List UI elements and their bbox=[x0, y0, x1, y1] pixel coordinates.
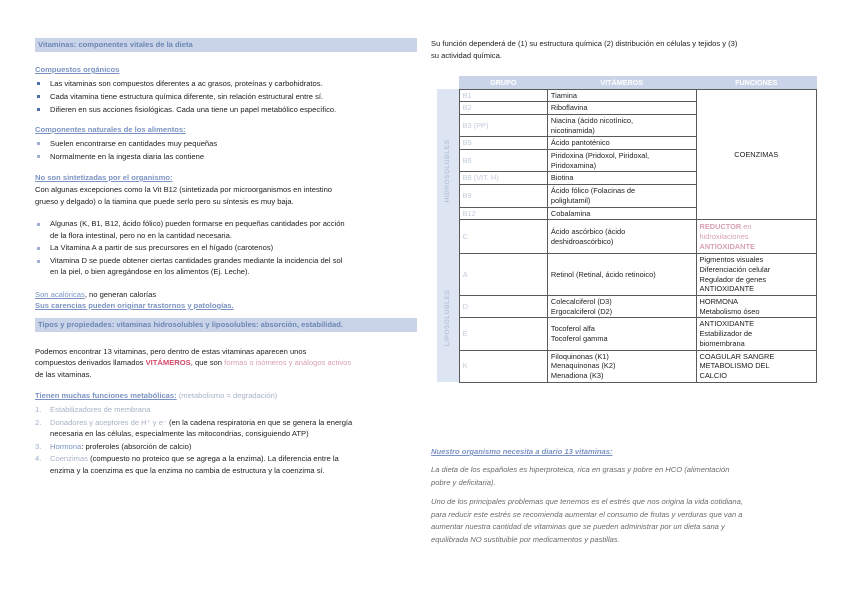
vitamins-table bbox=[437, 76, 817, 383]
list-item: Las vitaminas son compuestos diferentes a ac grasos, proteínas y carbohidratos. bbox=[35, 77, 417, 90]
left-column bbox=[35, 38, 417, 478]
coenzimas-cell: COENZIMAS bbox=[696, 89, 817, 220]
col-header-funciones: FUNCIONES bbox=[696, 76, 817, 89]
note-paragraph-1: La dieta de los españoles es hiperproteica, rica en grasas y pobre en HCO (alimentación pobre y deficitaria). bbox=[431, 465, 730, 487]
list-compuestos bbox=[35, 77, 417, 116]
table-row: K Filoquinonas (K1) Menaquinonas (K2) Menadiona (K3) COAGULAR SANGRE METABOLISMO DEL CALCIO bbox=[437, 350, 817, 382]
section-header-vitaminas: Vitaminas: componentes vitales de la dieta bbox=[35, 38, 417, 52]
heading-funciones: Tienen muchas funciones metabólicas: (metabolismo = degradación) bbox=[35, 391, 278, 400]
list-item: Algunas (K, B1, B12, ácido fólico) pueden formarse en pequeñas cantidades por acción de la flora intestinal, pero no en la cantidad necesaria. bbox=[35, 218, 417, 241]
col-header-vitameros: VITÁMEROS bbox=[547, 76, 696, 89]
list-item: 4. Coenzimas (compuesto no proteico que se agrega a la enzima). La diferencia entre la enzima y la coenzima es que la enzima no cambia de estructura y la coenzima sí. bbox=[35, 454, 339, 475]
note-paragraph-2: Uno de los principales problemas que tenemos es el estrés que nos origina la vida cotidiana, para reducir este estrés se recomienda aumentar el consumo de frutas y verduras que van a aumentar nuestra cantidad de vitaminas que se pueden administrar por un dieta sana y equilibrada NO sustituible por medicamentos y pastillas. bbox=[431, 497, 743, 544]
label-liposolubles: LIPOSOLUBLES bbox=[437, 254, 459, 382]
note-heading: Nuestro organismo necesita a diario 13 vitaminas: bbox=[431, 447, 613, 456]
heading-componentes: Componentes naturales de los alimentos: bbox=[35, 125, 186, 134]
heading-compuestos: Compuestos orgánicos bbox=[35, 65, 120, 74]
list-componentes bbox=[35, 137, 417, 163]
table-row: D Colecalciferol (D3) Ergocalciferol (D2) HORMONA Metabolismo óseo bbox=[437, 296, 817, 318]
table-row: C Ácido ascórbico (ácido deshidroascórbico) REDUCTOR en hidroxilaciones ANTIOXIDANTE bbox=[437, 220, 817, 254]
right-column bbox=[431, 38, 816, 61]
intro-paragraph: Su función dependerá de (1) su estructura química (2) distribución en células y tejidos y (3) su actividad química. bbox=[431, 39, 738, 60]
label-hidrosolubles: HIDROSOLUBLES bbox=[437, 89, 459, 254]
list-item: 1. Estabilizadores de membrana bbox=[35, 405, 151, 414]
acaloricas-line: Son acalóricas, no generan calorías bbox=[35, 289, 157, 299]
list-item: Difieren en sus acciones fisiológicas. Cada una tiene un papel metabólico específico. bbox=[35, 103, 417, 116]
notes-block bbox=[431, 447, 816, 546]
table-row: B8 (VIT. H) Biotina bbox=[437, 172, 817, 185]
list-item: Vitamina D se puede obtener ciertas cantidades grandes mediante la incidencia del sol en la piel, o bien agregándose en los alimentos (Ej. Leche). bbox=[35, 255, 417, 278]
table-row: B12 Cobalamina bbox=[437, 207, 817, 220]
list-item: Normalmente en la ingesta diaria las contiene bbox=[35, 150, 417, 163]
paragraph-vitameros: Podemos encontrar 13 vitaminas, pero dentro de estas vitaminas aparecen unos compuestos derivados llamados VITÁMEROS, que son formas o isómeros y análogos activos de las vitaminas. bbox=[35, 346, 352, 379]
section-header-tipos: Tipos y propiedades: vitaminas hidrosolubles y liposolubles: absorción, estabilidad. bbox=[35, 318, 417, 332]
col-header-grupo: GRUPO bbox=[459, 76, 547, 89]
list-item: La Vitamina A a partir de sus precursores en el hígado (carotenos) bbox=[35, 242, 417, 254]
table-row: LIPOSOLUBLES A Retinol (Retinal, ácido retinoico) Pigmentos visuales Diferenciación celular Regulador de genes ANTIOXIDANTE bbox=[437, 254, 817, 296]
paragraph-excepciones: Con algunas excepciones como la Vit B12 (sintetizada por microorganismos en intestino grueso y delgado) o la tiamina que puede serlo pero su síntesis es muy baja. bbox=[35, 185, 333, 206]
table-row: E Tocoferol alfa Tocoferol gamma ANTIOXIDANTE Estabilizador de biomembrana bbox=[437, 318, 817, 350]
list-item: Suelen encontrarse en cantidades muy pequeñas bbox=[35, 137, 417, 150]
list-item: 2. Donadores y aceptores de H⁺ y e⁻ (en la cadena respiratoria en que se genera la energía necesaria en las células, especialmente las mitocondrias, consiguiendo ATP) bbox=[35, 417, 353, 439]
list-item: 3. Hormona: proferoles (absorción de calcio) bbox=[35, 441, 192, 451]
list-item: Cada vitamina tiene estructura química diferente, sin relación estructural entre sí. bbox=[35, 90, 417, 103]
table-row: B9 Ácido fólico (Folacinas de poliglutamil) bbox=[437, 185, 817, 207]
table-row: B6 Piridoxina (Pridoxol, Piridoxal, Piridoxamina) bbox=[437, 150, 817, 172]
list-sintesis bbox=[35, 218, 417, 278]
table-row: B5 Ácido pantoténico bbox=[437, 137, 817, 150]
carencias-line: Sus carencias pueden originar trastornos y patologías. bbox=[35, 301, 234, 310]
table-row: HIDROSOLUBLES B1 Tiamina COENZIMAS bbox=[437, 89, 817, 102]
heading-no-sintetizadas: No son sintetizadas por el organismo: bbox=[35, 173, 173, 182]
table-row: B2 Riboflavina bbox=[437, 102, 817, 115]
table-row: B3 (PP) Niacina (ácido nicotínico, nicotinamida) bbox=[437, 114, 817, 136]
list-funciones bbox=[35, 404, 417, 477]
